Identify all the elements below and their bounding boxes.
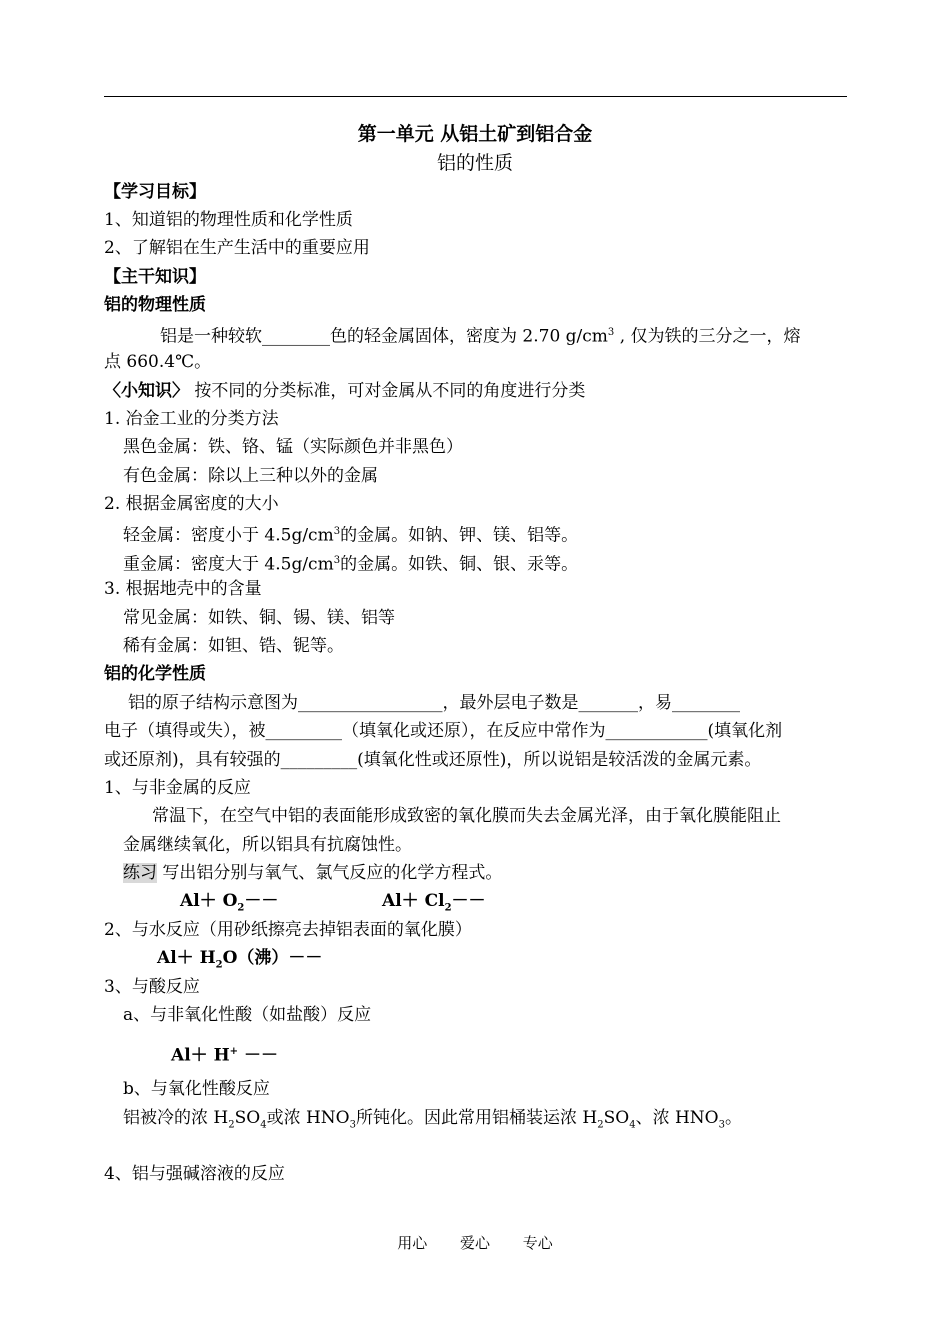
tip-line: 〈小知识〉 按不同的分类标准，可对金属从不同的角度进行分类 <box>104 381 586 401</box>
chemical-paragraph-line3: 或还原剂)，具有较强的_________(填氧化性或还原性)，所以说铝是较活泼的金属元素。 <box>104 750 762 770</box>
page-subtitle: 铝的性质 <box>436 152 513 174</box>
classify-2-title: 2. 根据金属密度的大小 <box>104 494 279 514</box>
page-footer <box>0 1232 950 1253</box>
reaction-1-paragraph-line2: 金属继续氧化，所以铝具有抗腐蚀性。 <box>123 835 412 855</box>
footer-word-2: 爱心 <box>459 1234 490 1252</box>
reaction-3-title: 3、与酸反应 <box>104 977 200 997</box>
header-rule <box>104 96 847 97</box>
exercise-line: 练习 写出铝分别与氧气、氯气反应的化学方程式。 <box>123 863 503 883</box>
equation-al-o2: $Al+ O_2--$ <box>180 891 279 914</box>
classify-3-b: 稀有金属：如钽、锆、铌等。 <box>123 636 344 656</box>
passivation-sentence: 铝被冷的浓 $H_2SO_4$或浓 $HNO_3$所钝化。因此常用铝桶装运浓 $H_2SO_4$、浓 $HNO_3$。 <box>123 1108 742 1131</box>
classify-1-b: 有色金属：除以上三种以外的金属 <box>123 466 378 486</box>
equation-al-h-plus: Al＋ H+ －－ <box>171 1045 278 1066</box>
section-heading-goals: 【学习目标】 <box>104 182 206 202</box>
classify-2-a: 轻金属：密度小于 $4.5g/cm^3$的金属。如钠、钾、镁、铝等。 <box>123 525 579 546</box>
page-title: 第一单元 从铝土矿到铝合金 <box>357 123 593 145</box>
reaction-3-a: a、与非氧化性酸（如盐酸）反应 <box>123 1005 372 1025</box>
footer-word-3: 专心 <box>522 1234 553 1252</box>
physical-paragraph-line2: 点 660.4℃。 <box>104 352 212 372</box>
reaction-1-title: 1、与非金属的反应 <box>104 778 251 798</box>
chemical-paragraph-line1: 铝的原子结构示意图为_________________，最外层电子数是_______，易________ <box>128 693 740 713</box>
classify-1-title: 1. 冶金工业的分类方法 <box>104 409 279 429</box>
chemical-paragraph-line2: 电子（填得或失），被_________（填氧化或还原），在反应中常作为____________(填氧化剂 <box>104 721 783 741</box>
goal-item-2: 2、了解铝在生产生活中的重要应用 <box>104 238 370 258</box>
physical-heading: 铝的物理性质 <box>104 295 206 315</box>
tip-label: 〈小知识〉 <box>104 381 189 401</box>
chemical-heading: 铝的化学性质 <box>104 664 206 684</box>
section-heading-knowledge: 【主干知识】 <box>104 267 206 287</box>
reaction-1-paragraph-line1: 常温下，在空气中铝的表面能形成致密的氧化膜而失去金属光泽，由于氧化膜能阻止 <box>152 806 781 826</box>
equation-al-h2o: $Al+ H_2O$（沸）－－ <box>157 948 323 971</box>
reaction-4-title: 4、铝与强碱溶液的反应 <box>104 1164 285 1184</box>
classify-3-title: 3. 根据地壳中的含量 <box>104 579 262 599</box>
reaction-3-b: b、与氧化性酸反应 <box>123 1079 270 1099</box>
classify-3-a: 常见金属：如铁、铜、锡、镁、铝等 <box>123 608 395 628</box>
footer-word-1: 用心 <box>397 1234 428 1252</box>
reaction-2-title: 2、与水反应（用砂纸擦亮去掉铝表面的氧化膜） <box>104 920 472 940</box>
classify-1-a: 黑色金属：铁、铬、锰（实际颜色并非黑色） <box>123 437 463 457</box>
exercise-label: 练习 <box>123 863 157 883</box>
equation-al-cl2: $Al+ Cl_2--$ <box>382 891 486 914</box>
classify-2-b: 重金属：密度大于 $4.5g/cm^3$的金属。如铁、铜、银、汞等。 <box>123 554 579 575</box>
physical-paragraph-line1: 铝是一种较软________色的轻金属固体，密度为 2.70 $g/cm^3$ , 仅为铁的三分之一，熔 <box>160 326 801 347</box>
goal-item-1: 1、知道铝的物理性质和化学性质 <box>104 210 353 230</box>
